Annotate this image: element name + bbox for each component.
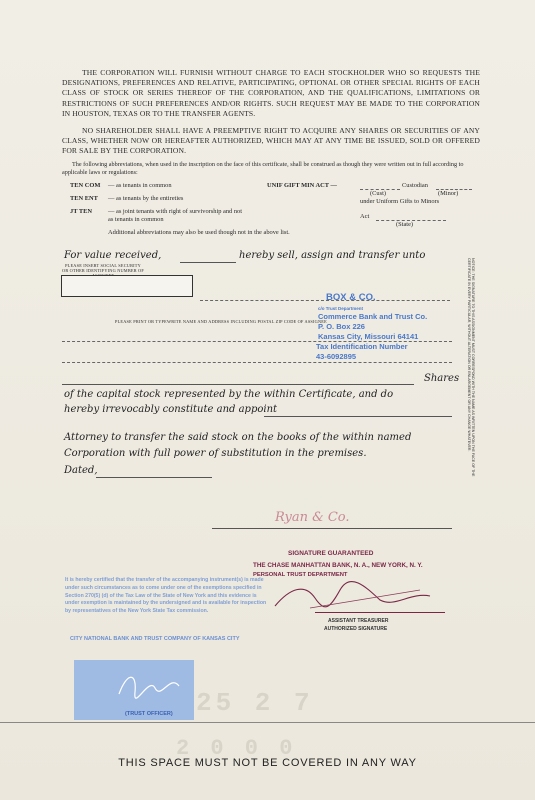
- abbr-ten-com-meaning: — as tenants in common: [108, 182, 172, 189]
- ugma-under: under Uniform Gifts to Minors: [360, 198, 440, 205]
- assignee-id-box[interactable]: [61, 275, 193, 297]
- print-name-label: PLEASE PRINT OR TYPEWRITE NAME AND ADDRESS INCLUDING POSTAL ZIP CODE OF ASSIGNEE: [115, 319, 327, 324]
- notice-paragraph-2: NO SHAREHOLDER SHALL HAVE A PREEMPTIVE RIGHT TO ACQUIRE ANY SHARES OR SECURITIES OF ANY CLASS, WHETHER NOW OR HEREAFTER AUTHORIZED, WHICH MAY AT ANY TIME BE ISSUED, SOLD OR OFFERED FOR SALE BY THE CORPORATION.: [62, 126, 480, 156]
- assignee-stamp-line2: c/o Trust Department: [318, 306, 364, 311]
- shares-label: Shares: [424, 373, 460, 384]
- assignee-stamp-line3: Commerce Bank and Trust Co.: [318, 312, 428, 321]
- footer-divider: [0, 722, 535, 723]
- guarantee-title: SIGNATURE GUARANTEED: [288, 550, 374, 557]
- tax-stamp-bank: CITY NATIONAL BANK AND TRUST COMPANY OF KANSAS CITY: [70, 636, 240, 642]
- abbr-ten-ent: TEN ENT: [70, 195, 98, 202]
- owner-signature: Ryan & Co.: [275, 510, 350, 525]
- ssn-label: PLEASE INSERT SOCIAL SECURITY OR OTHER IDENTIFYING NUMBER OF: [62, 263, 144, 273]
- date-line[interactable]: [96, 477, 212, 478]
- assignee-name-line[interactable]: [200, 300, 450, 301]
- ugma-label: UNIF GIFT MIN ACT —: [267, 182, 337, 189]
- abbr-jt-ten: JT TEN: [70, 208, 92, 215]
- ugma-state: (State): [396, 221, 414, 228]
- guarantee-auth: AUTHORIZED SIGNATURE: [324, 626, 388, 632]
- hereby-sell-assign: hereby sell, assign and transfer unto: [239, 250, 426, 261]
- tax-exemption-text: It is hereby certified that the transfer of the accompanying instrument(s) is made under such circumstances as to come under one of the exemptions specified in Section 270(5) (d) of the Tax Law of the State of New York and this evidence is under exemption is maintained by the undersigned and is available for inspection by representatives of the New York State Tax commission.: [65, 577, 267, 615]
- for-value-received: For value received,: [64, 250, 162, 261]
- footer-notice: THIS SPACE MUST NOT BE COVERED IN ANY WAY: [118, 757, 417, 769]
- ugma-custodian: Custodian: [402, 182, 428, 189]
- guarantee-bank: THE CHASE MANHATTAN BANK, N. A., NEW YORK, N. Y.: [253, 562, 423, 569]
- perforated-number: 25 2 7: [196, 688, 314, 718]
- abbr-ten-ent-meaning: — as tenants by the entireties: [108, 195, 184, 202]
- guarantee-line: [315, 612, 445, 613]
- capital-stock-line-1: of the capital stock represented by the within Certificate, and do: [64, 389, 394, 400]
- abbr-jt-ten-meaning: — as joint tenants with right of survivorship and not as tenants in common: [108, 208, 243, 223]
- assignee-stamp-line7: 43-6092895: [316, 352, 357, 361]
- ugma-cust: (Cust): [370, 190, 386, 197]
- notice-vertical: NOTICE: THE SIGNATURE TO THIS ASSIGNMENT MUST CORRESPOND WITH THE NAME AS WRITTEN UPON THE FACE OF THE CERTIFICATE IN EVERY PARTICULAR, WITHOUT ALTERATION OR ENLARGEMENT OR ANY CHANGE WHATEVER.: [466, 258, 475, 477]
- abbr-ten-com: TEN COM: [70, 182, 101, 189]
- assignee-stamp-line6: Tax Identification Number: [316, 342, 408, 351]
- assignor-line: [180, 262, 236, 263]
- shares-line[interactable]: [62, 384, 414, 385]
- dated-label: Dated,: [64, 465, 98, 476]
- trust-officer-signature: [115, 668, 185, 704]
- assignee-stamp-line5: Kansas City, Missouri 64141: [318, 332, 419, 341]
- assignee-stamp-name: BOX & CO.: [326, 292, 376, 303]
- perforated-number-bottom: 2 0 0 0: [176, 736, 297, 761]
- assignee-stamp-line4: P. O. Box 226: [318, 322, 365, 331]
- guarantee-officer: ASSISTANT TREASURER: [328, 618, 389, 624]
- attorney-text-1: Attorney to transfer the said stock on the books of the within named: [64, 432, 412, 443]
- guarantee-signature: [270, 578, 450, 614]
- notice-paragraph-1: THE CORPORATION WILL FURNISH WITHOUT CHARGE TO EACH STOCKHOLDER WHO SO REQUESTS THE DESIGNATIONS, PREFERENCES AND RELATIVE, PARTICIPATING, OPTIONAL OR OTHER SPECIAL RIGHTS OF EACH CLASS OF STOCK OR SERIES THEREOF OF THE CORPORATION, AND THE QUALIFICATIONS, LIMITATIONS OR RESTRICTIONS OF SUCH PREFERENCES AND/OR RIGHTS. SUCH REQUEST MAY BE MADE TO THE CORPORATION IN HOUSTON, TEXAS OR TO THE TRANSFER AGENTS.: [62, 68, 480, 118]
- trust-officer-caption: (TRUST OFFICER): [125, 711, 173, 717]
- abbreviations-intro: The following abbreviations, when used in the inscription on the face of this certificate, shall be construed as though they were written out in full according to applicable laws or regulations:: [62, 161, 464, 176]
- guarantee-dept: PERSONAL TRUST DEPARTMENT: [253, 572, 348, 578]
- additional-abbreviations: Additional abbreviations may also be used though not in the above list.: [108, 229, 290, 236]
- ugma-minor: (Minor): [438, 190, 459, 197]
- attorney-line[interactable]: [264, 416, 452, 417]
- capital-stock-line-2: hereby irrevocably constitute and appoint: [64, 404, 278, 415]
- attorney-text-2: Corporation with full power of substitution in the premises.: [64, 448, 367, 459]
- address-line-2[interactable]: [62, 362, 452, 363]
- signature-line[interactable]: [212, 528, 452, 529]
- ugma-act: Act: [360, 213, 370, 220]
